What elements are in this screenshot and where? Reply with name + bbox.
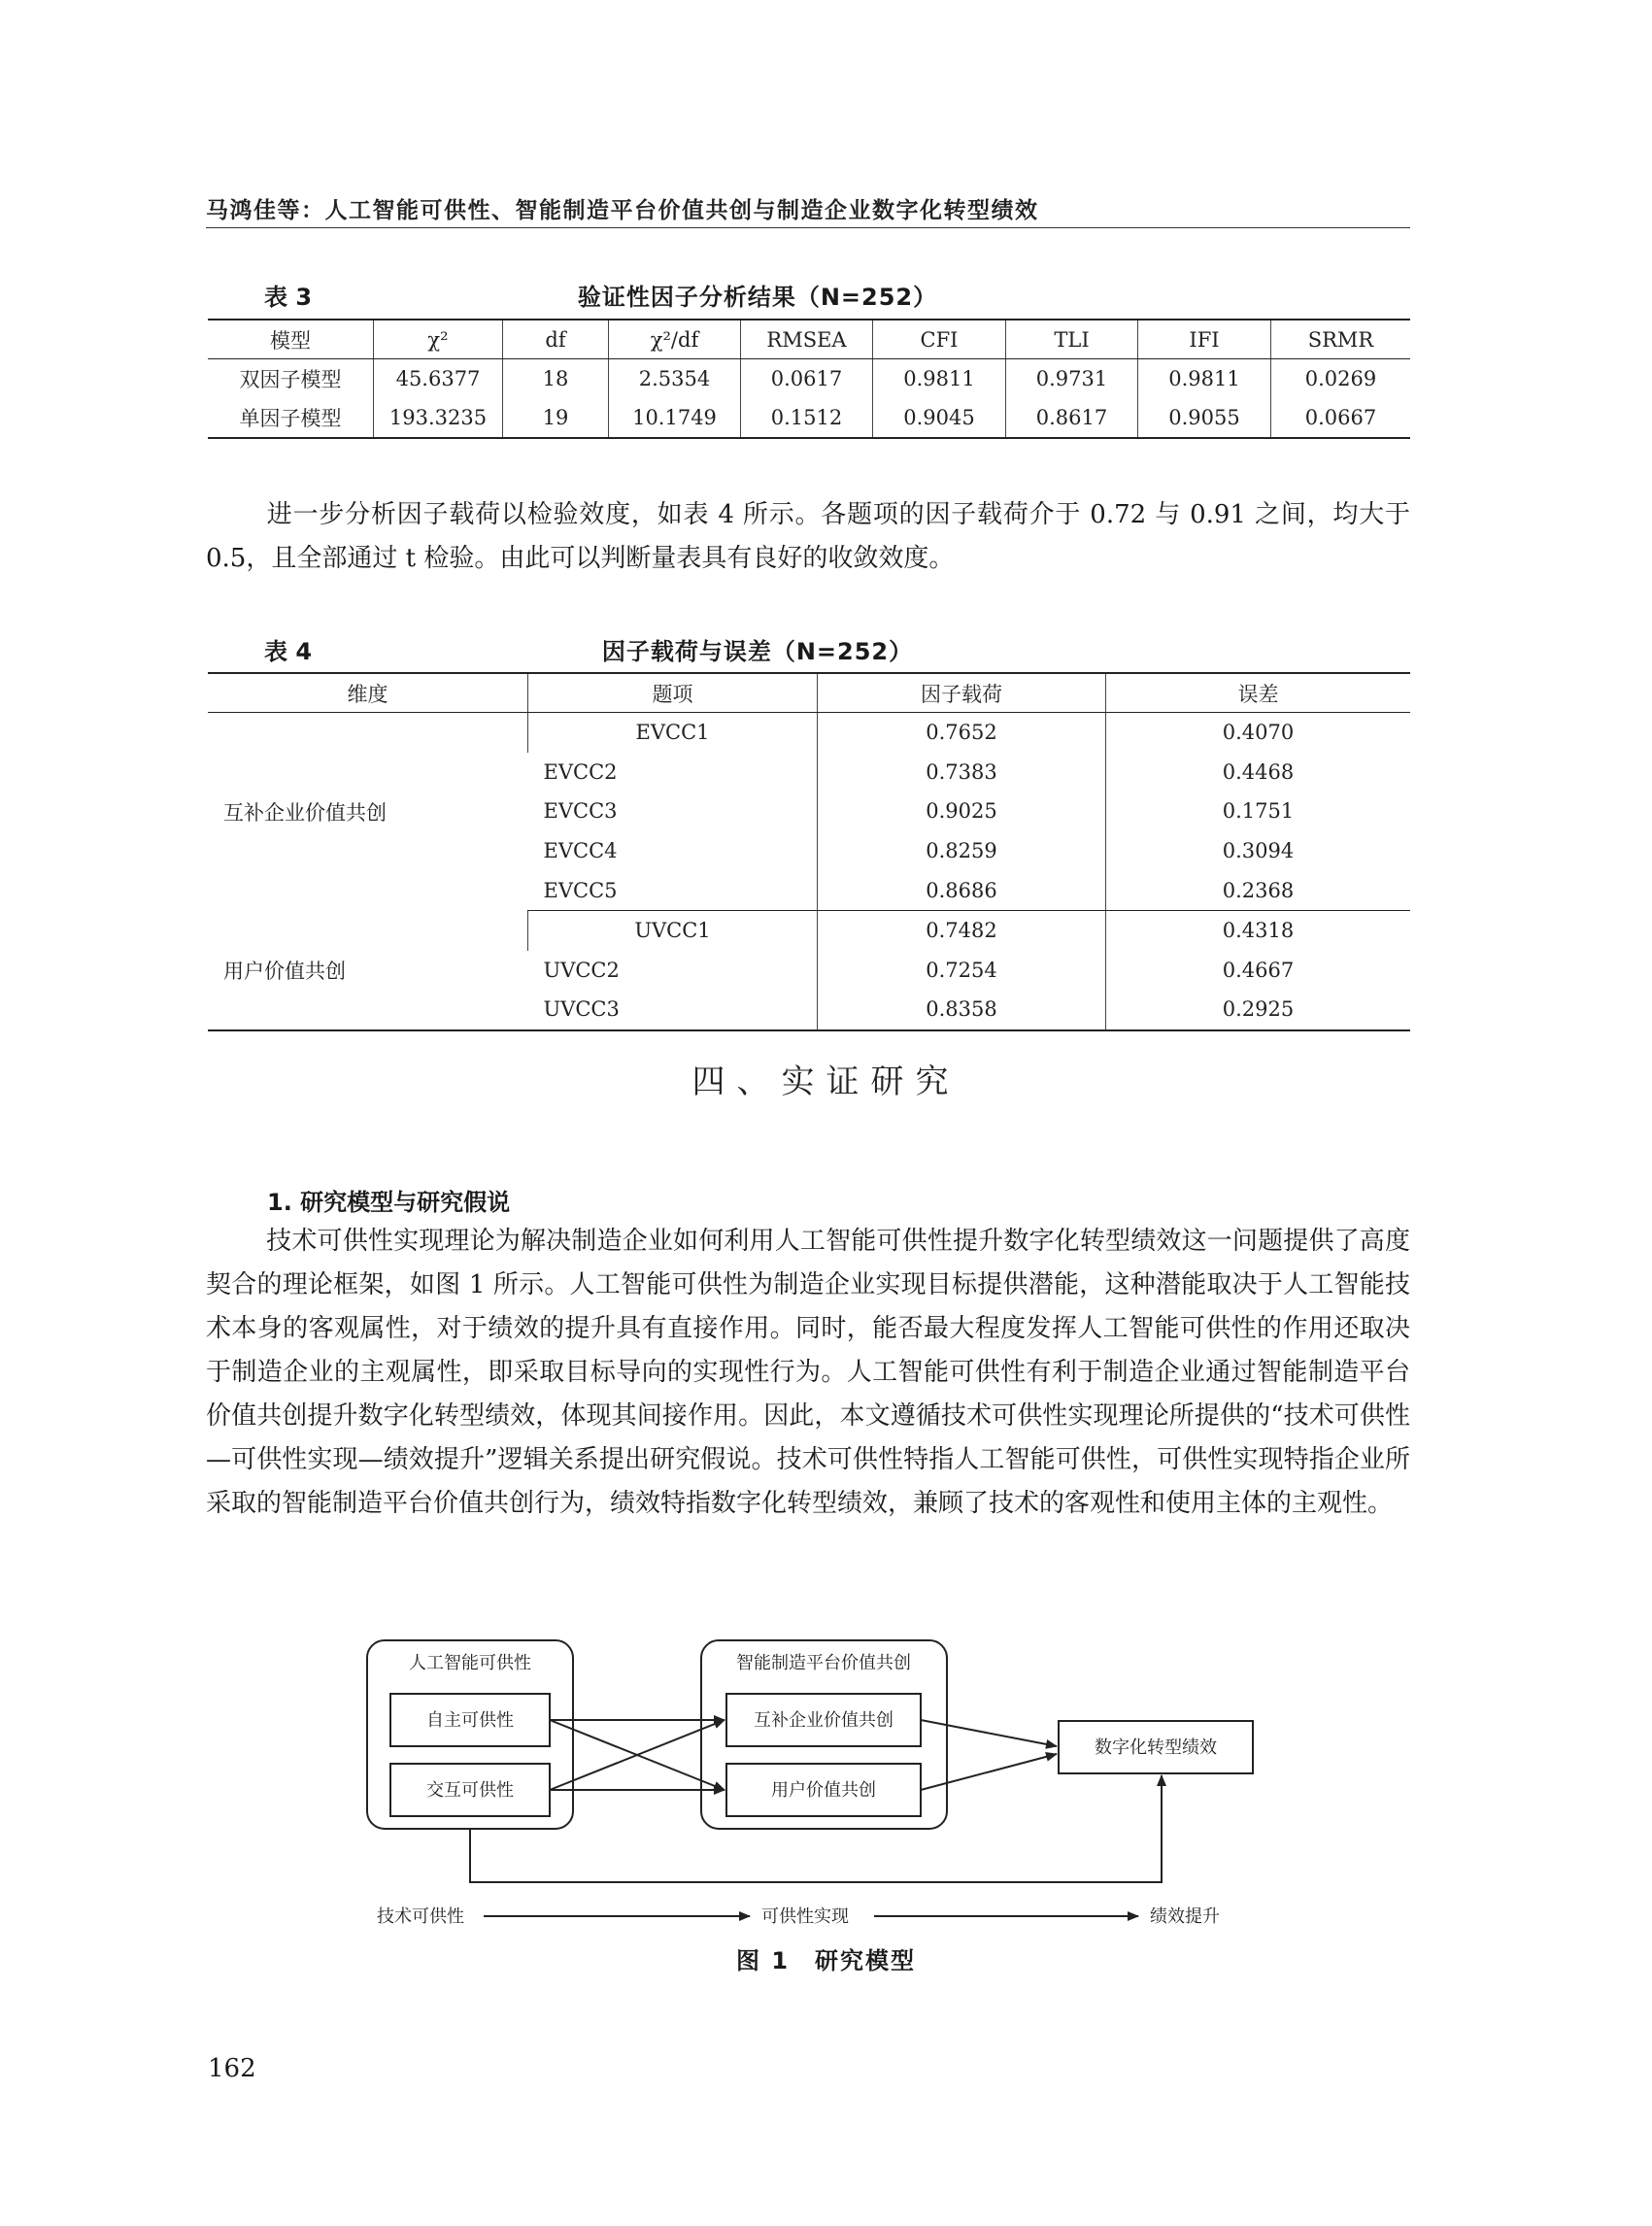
table3-header-cell: 模型	[208, 320, 374, 359]
table4-header-row	[208, 673, 1410, 713]
table4-number: 表 4	[264, 638, 313, 665]
table3-header-cell: SRMR	[1271, 320, 1411, 359]
table4-cell: 0.8259	[818, 831, 1106, 871]
table4-cell: 0.9025	[818, 792, 1106, 831]
table3-cell: 0.9731	[1006, 359, 1138, 399]
table3-header-cell: df	[503, 320, 609, 359]
stage-affordance-actualization: 可供性实现	[761, 1906, 849, 1927]
table4-cell: 0.7482	[818, 910, 1106, 950]
table4-header-cell: 维度	[208, 673, 528, 713]
table3	[208, 319, 1410, 439]
box-digital-performance-label: 数字化转型绩效	[1095, 1737, 1217, 1758]
paragraph-research-model	[206, 1220, 1410, 1526]
paragraph-validity	[206, 493, 1410, 581]
table4-cell: 0.2925	[1106, 990, 1411, 1030]
table4-cell: 0.7254	[818, 951, 1106, 991]
table4-cell: 0.4468	[1106, 753, 1411, 793]
table3-cell: 0.9811	[873, 359, 1006, 399]
subsection-title: 1. 研究模型与研究假说	[267, 1189, 511, 1216]
table4-cell: 0.7383	[818, 753, 1106, 793]
figure-caption: 图 1 研究模型	[735, 1947, 917, 1974]
table3-cell: 193.3235	[374, 398, 503, 438]
table3-cell: 18	[503, 359, 609, 399]
table-row	[208, 910, 1410, 950]
table4-cell: 0.8358	[818, 990, 1106, 1030]
box-autonomous-affordance-label: 自主可供性	[426, 1710, 514, 1731]
table4-header-cell: 题项	[528, 673, 818, 713]
table4	[208, 672, 1410, 1031]
running-head: 马鸿佳等：人工智能可供性、智能制造平台价值共创与制造企业数字化转型绩效	[206, 198, 1039, 223]
table-row	[208, 398, 1410, 438]
table3-header-cell: IFI	[1138, 320, 1271, 359]
table3-cell: 10.1749	[609, 398, 741, 438]
table3-header-cell: TLI	[1006, 320, 1138, 359]
table4-cell: EVCC3	[543, 799, 618, 824]
table4-cell: 0.8686	[818, 870, 1106, 910]
table3-number: 表 3	[264, 284, 313, 311]
stage-performance-improvement: 绩效提升	[1150, 1906, 1220, 1927]
table3-header-cell: χ²	[374, 320, 503, 359]
table4-cell: EVCC1	[528, 713, 818, 753]
table4-cell: EVCC2	[543, 759, 618, 784]
table3-cell: 单因子模型	[239, 407, 342, 430]
group-platform-cocreation-label: 智能制造平台价值共创	[736, 1653, 911, 1673]
table4-cell: EVCC5	[528, 870, 818, 910]
header-rule	[206, 227, 1410, 228]
table4-cell: EVCC4	[543, 839, 618, 863]
table-row	[208, 359, 1410, 399]
table4-title: 因子载荷与误差（N=252）	[601, 638, 914, 665]
section-title: 四、实证研究	[691, 1062, 961, 1101]
table4-cell: 0.1751	[1106, 792, 1411, 831]
table3-cell: 0.0269	[1271, 359, 1411, 399]
table4-cell: 0.2368	[1106, 870, 1411, 910]
table3-cell: 0.0617	[741, 359, 873, 399]
table4-cell: 0.4070	[1106, 713, 1411, 753]
table-row	[208, 713, 1410, 753]
table3-header-row	[208, 320, 1410, 359]
table3-cell: 0.8617	[1006, 398, 1138, 438]
table3-cell: 0.9811	[1138, 359, 1271, 399]
table3-cell: 0.9055	[1138, 398, 1271, 438]
table3-cell: 45.6377	[374, 359, 503, 399]
table3-header-cell: CFI	[873, 320, 1006, 359]
paragraph-research-model-text: 技术可供性实现理论为解决制造企业如何利用人工智能可供性提升数字化转型绩效这一问题提供了高度契合的理论框架，如图 1 所示。人工智能可供性为制造企业实现目标提供潜能，这种潜能取决于人工智能技术本身的客观属性，对于绩效的提升具有直接作用。同时，能否最大程度发挥人工智能可供性的作用还取决于制造企业的主观属性，即采取目标导向的实现性行为。人工智能可供性有利于制造企业通过智能制造平台价值共创提升数字化转型绩效，体现其间接作用。因此，本文遵循技术可供性实现理论所提供的“技术可供性—可供性实现—绩效提升”逻辑关系提出研究假说。技术可供性特指人工智能可供性，可供性实现特指企业所采取的智能制造平台价值共创行为，绩效特指数字化转型绩效，兼顾了技术的客观性和使用主体的主观性。	[206, 1227, 1410, 1518]
table4-cell: 0.4318	[1106, 910, 1411, 950]
table4-cell: UVCC2	[543, 958, 620, 982]
table4-cell: 0.3094	[1106, 831, 1411, 871]
box-interactive-affordance-label: 交互可供性	[426, 1780, 514, 1801]
table3-cell: 双因子模型	[239, 368, 342, 391]
page-number: 162	[208, 2054, 256, 2083]
table3-cell: 0.9045	[873, 398, 1006, 438]
table3-cell: 2.5354	[609, 359, 741, 399]
table3-header-cell: RMSEA	[741, 320, 873, 359]
paragraph-validity-text: 进一步分析因子载荷以检验效度，如表 4 所示。各题项的因子载荷介于 0.72 与 0.91 之间，均大于 0.5，且全部通过 t 检验。由此可以判断量表具有良好的收敛效度。	[206, 500, 1410, 573]
table4-cell: 0.7652	[818, 713, 1106, 753]
table4-cell: 0.4667	[1106, 951, 1411, 991]
table4-dimension-cell: 用户价值共创	[223, 959, 346, 983]
table3-cell: 0.1512	[741, 398, 873, 438]
arrow-user-performance	[921, 1754, 1057, 1790]
table4-cell: UVCC3	[543, 997, 620, 1022]
table3-title: 验证性因子分析结果（N=252）	[577, 284, 938, 311]
group-ai-affordance-label: 人工智能可供性	[409, 1653, 531, 1673]
arrow-complementary-performance	[921, 1720, 1057, 1746]
table4-cell: UVCC1	[528, 910, 818, 950]
table4-dimension-cell: 互补企业价值共创	[223, 800, 387, 825]
figure-research-model	[0, 1612, 1652, 1933]
table3-cell: 19	[503, 398, 609, 438]
stage-technology-affordance: 技术可供性	[377, 1906, 464, 1927]
table3-header-cell: χ²/df	[609, 320, 741, 359]
table4-header-cell: 误差	[1106, 673, 1411, 713]
box-complementary-cocreation-label: 互补企业价值共创	[754, 1710, 893, 1731]
box-user-cocreation-label: 用户价值共创	[771, 1780, 876, 1801]
table3-cell: 0.0667	[1271, 398, 1411, 438]
table4-header-cell: 因子载荷	[818, 673, 1106, 713]
